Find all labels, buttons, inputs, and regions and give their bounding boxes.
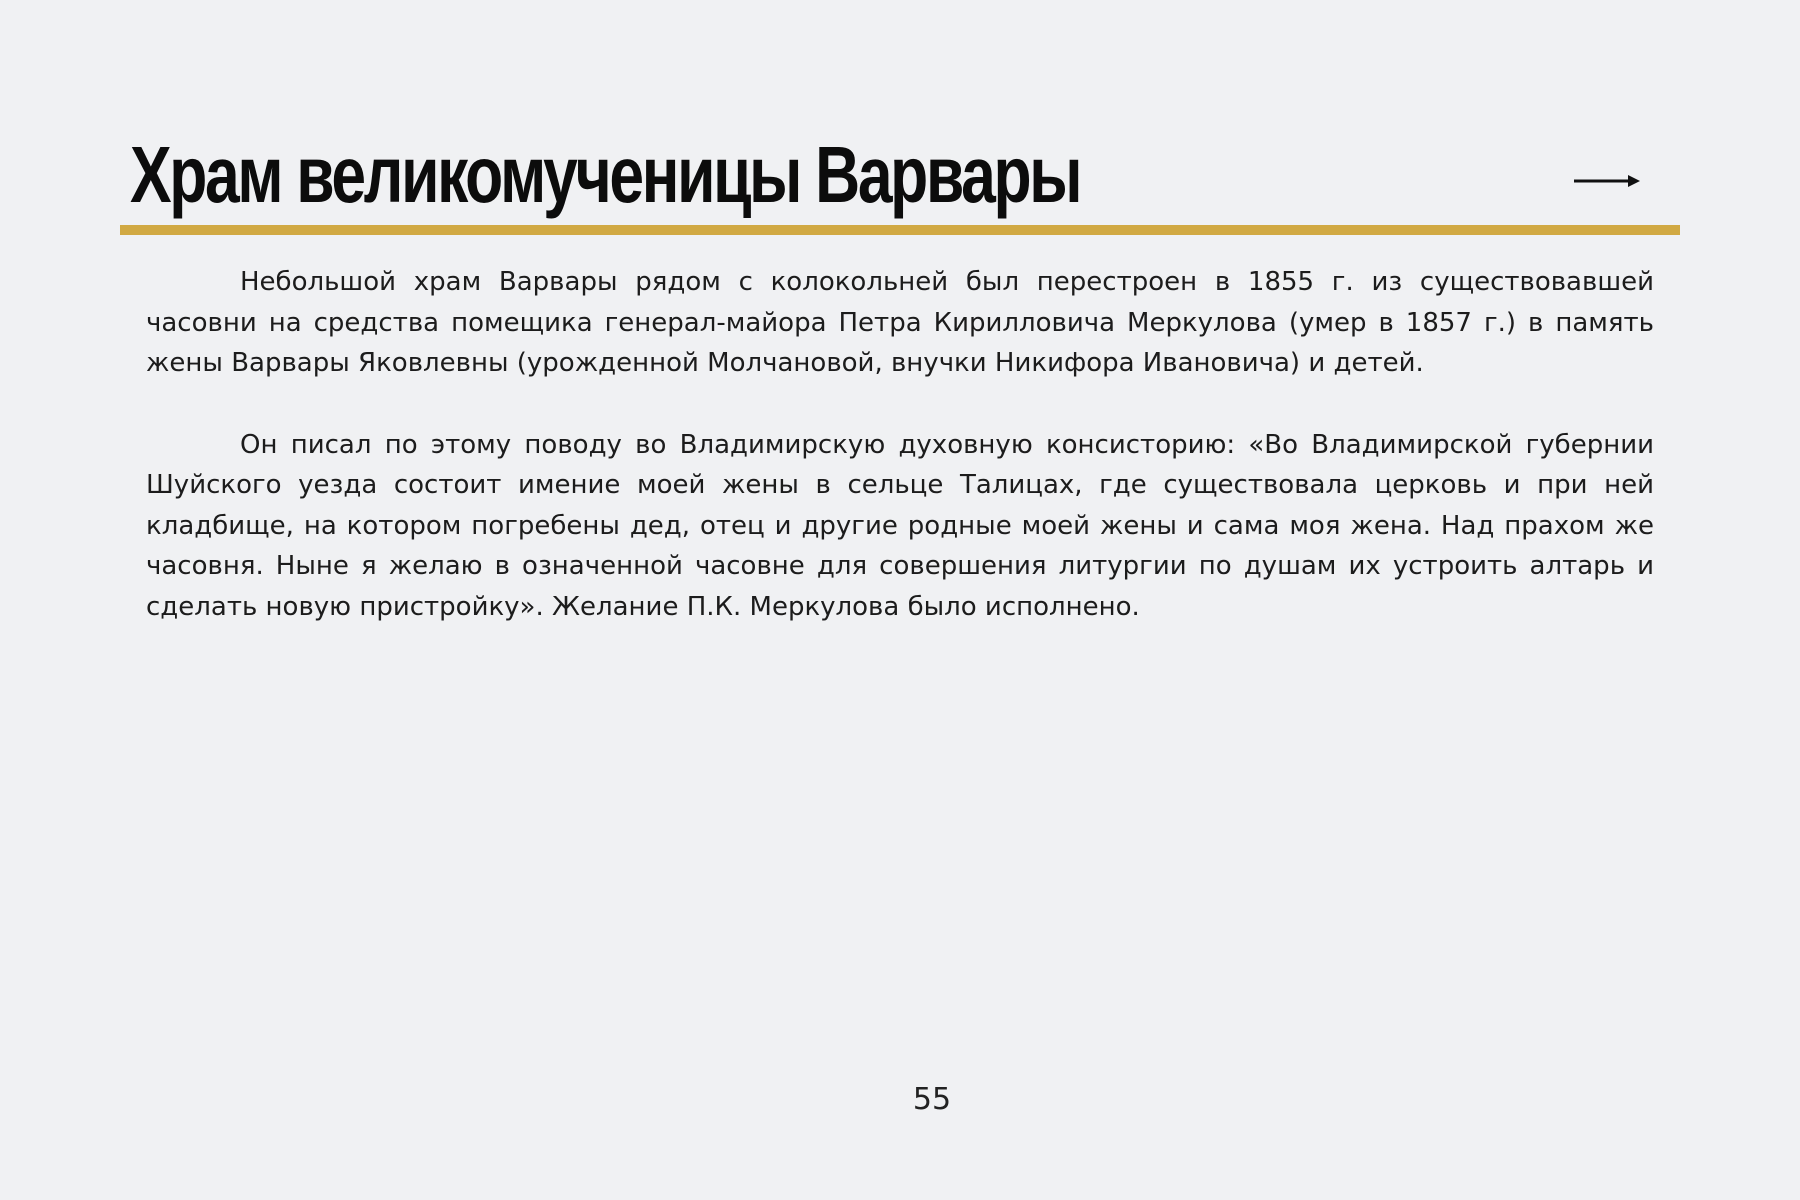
paragraph: Небольшой храм Варвары рядом с колокольней был перестроен в 1855 г. из существовавшей часовни на средства помещика генерал-майора Петра Кирилловича Меркулова (умер в 1857 г.) в память жены Варвары Яковлевны (урожденной Молчановой, внучки Никифора Ивановича) и детей. bbox=[146, 267, 1654, 378]
arrow-right-icon bbox=[1572, 171, 1642, 191]
article-body bbox=[146, 262, 1654, 668]
page-title: Храм великомученицы Варвары bbox=[130, 130, 1081, 219]
paragraph: Он писал по этому поводу во Владимирскую духовную консисторию: «Во Владимирской губернии Шуйского уезда состоит имение моей жены в сельце Талицах, где существовала церковь и при ней кладбище, на котором погребены дед, отец и другие родные моей жены и сама моя жена. Над прахом же часовня. Ныне я желаю в означенной часовне для совершения литургии по душам их устроить алтарь и сделать новую пристройку». Желание П.К. Меркулова было исполнено. bbox=[146, 429, 1654, 622]
page-number: 55 bbox=[912, 1082, 952, 1117]
title-underline bbox=[120, 225, 1680, 235]
next-page-button[interactable] bbox=[1572, 164, 1642, 198]
